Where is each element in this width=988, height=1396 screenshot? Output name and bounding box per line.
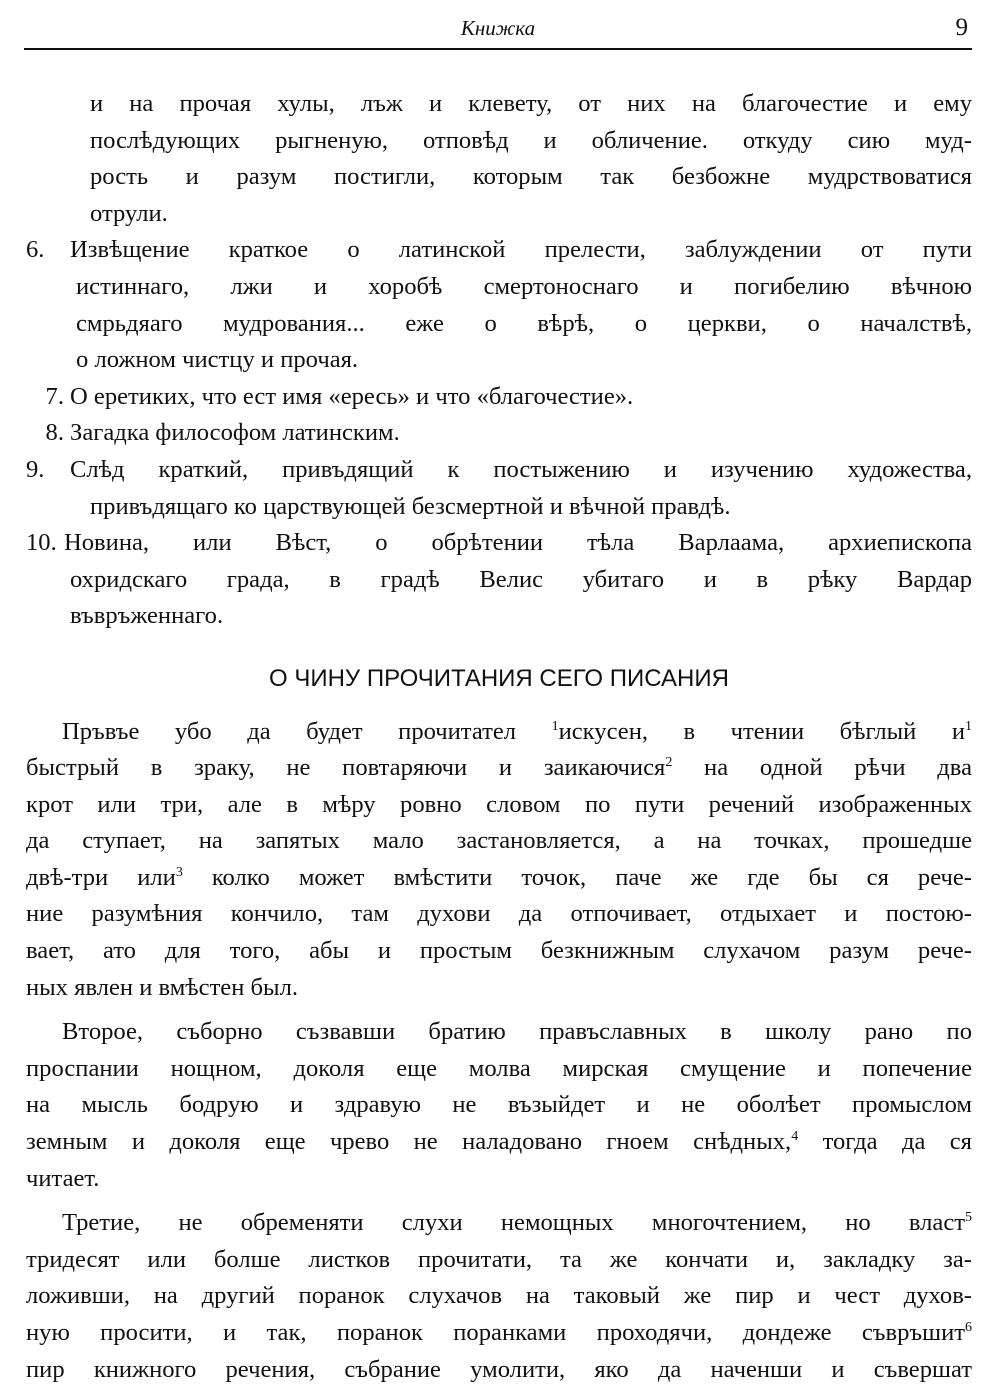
text-line: проспании нощном, доколя еще молва мирская смущение и попечение (26, 1054, 972, 1082)
text-line: послѣдующих рыгненую, отповѣд и обличение. откуду сию муд- (90, 126, 972, 154)
text-span: двѣ-три или (26, 863, 176, 891)
footnote-mark: 3 (175, 864, 183, 880)
list-text: О еретиких, что ест имя «ересь» и что «благочестие». (70, 382, 634, 410)
footnote-mark: 5 (965, 1210, 972, 1226)
list-text: Загадка философом латинским. (70, 419, 400, 447)
text-line (26, 860, 972, 897)
text-span: колко может вмѣстити точок, паче же где бы ся рече- (182, 863, 972, 891)
text-line: ных явлен и вмѣстен был. (26, 973, 298, 1001)
text-line: вает, ато для того, абы и простым безкнижным слухачом разум рече- (26, 937, 972, 965)
text-line (26, 1205, 972, 1242)
list-text: Извѣщение краткое о латинской прелести, заблуждении от пути (70, 236, 972, 264)
text-line: отрули. (90, 199, 168, 227)
text-line: охридскаго града, в градѣ Велис убитаго и в рѣку Вардар (70, 565, 972, 593)
text-line: рость и разум постигли, которым так безбожне мудрствоватися (90, 163, 972, 191)
list-text: Слѣд краткий, привъдящий к постыжению и изучению художества, (70, 455, 972, 483)
list-number: 7. (45, 382, 64, 410)
list-number: 8. (45, 419, 64, 447)
footnote-mark: 6 (965, 1319, 972, 1335)
text-line: и на прочая хулы, лъж и клевету, от них на благочестие и ему (90, 90, 972, 117)
text-span: Пръвъе убо да будет прочитател (62, 717, 552, 745)
list-item-8 (26, 415, 972, 452)
text-line: ние разумѣния кончило, там духови да отпочивает, отдыхает и постою- (26, 900, 972, 928)
page-header (24, 14, 972, 50)
page-number: 9 (955, 14, 968, 41)
running-title: Книжка (460, 16, 536, 40)
text-line: истиннаго, лжи и хоробѣ смертоноснаго и погибелию вѣчною (76, 272, 972, 300)
text-line: пир книжного речения, събрание умолити, яко да наченши и съвершат (26, 1355, 972, 1383)
text-line: читает. (26, 1164, 100, 1192)
list-number: 10. (26, 529, 57, 557)
list-item-7 (26, 379, 972, 416)
text-line: ложивши, на другий поранок слухачов на таковый же пир и чест духов- (26, 1282, 972, 1310)
footnote-mark: 1 (965, 718, 973, 734)
footnote-mark: 2 (665, 754, 673, 770)
footnote-mark: 4 (791, 1128, 799, 1144)
list-number: 6. (26, 236, 45, 264)
footnote-mark: 1 (551, 718, 559, 734)
text-span: ную просити, и так, поранок поранками проходячи, дондеже съвръшит (26, 1319, 965, 1346)
text-span: на одной рѣчи два (672, 754, 972, 782)
text-line: о ложном чистцу и прочая. (76, 346, 359, 374)
text-line: Второе, съборно съзвавши братию правъславных в школу рано по (62, 1018, 972, 1046)
text-line: привъдящаго ко царствующей безсмертной и вѣчной правдѣ. (90, 492, 731, 520)
text-span: быстрый в зраку, не повтаряючи и заикаючися (26, 754, 666, 782)
text-line (26, 1124, 972, 1161)
text-span: Третие, не обременяти слухи немощных многочтением, но власт (62, 1209, 965, 1237)
list-text: Новина, или Вѣст, о обрѣтении тѣла Варлаама, архиепископа (64, 529, 972, 557)
text-line (26, 714, 972, 751)
list-item-10 (26, 525, 972, 562)
text-line: крот или три, але в мѣру ровно словом по пути речений изображенных (26, 790, 972, 818)
text-line: на мысль бодрую и здравую не възыйдет и не оболѣет промыслом (26, 1091, 972, 1119)
text-span: тогда да ся (798, 1128, 972, 1156)
text-line: да ступает, на запятых мало застановляется, а на точках, прошедше (26, 827, 972, 855)
list-number: 9. (26, 455, 45, 483)
section-heading: О ЧИНУ ПРОЧИТАНИЯ СЕГО ПИСАНИЯ (269, 664, 729, 692)
text-span: земным и доколя еще чрево не наладовано гноем снѣдных, (26, 1128, 792, 1156)
text-line (26, 750, 972, 787)
page-body (26, 86, 972, 1388)
list-item-9 (26, 452, 972, 489)
list-item-6 (26, 232, 972, 269)
text-line: тридесят или болше листков прочитати, та же кончати и, закладку за- (26, 1245, 972, 1273)
text-line: въвръженнаго. (70, 602, 224, 630)
text-span: искусен, в чтении бѣглый и (558, 717, 966, 745)
text-line (26, 1315, 972, 1352)
text-line: смрьдяаго мудрования... еже о вѣрѣ, о церкви, о началствѣ, (76, 309, 972, 337)
